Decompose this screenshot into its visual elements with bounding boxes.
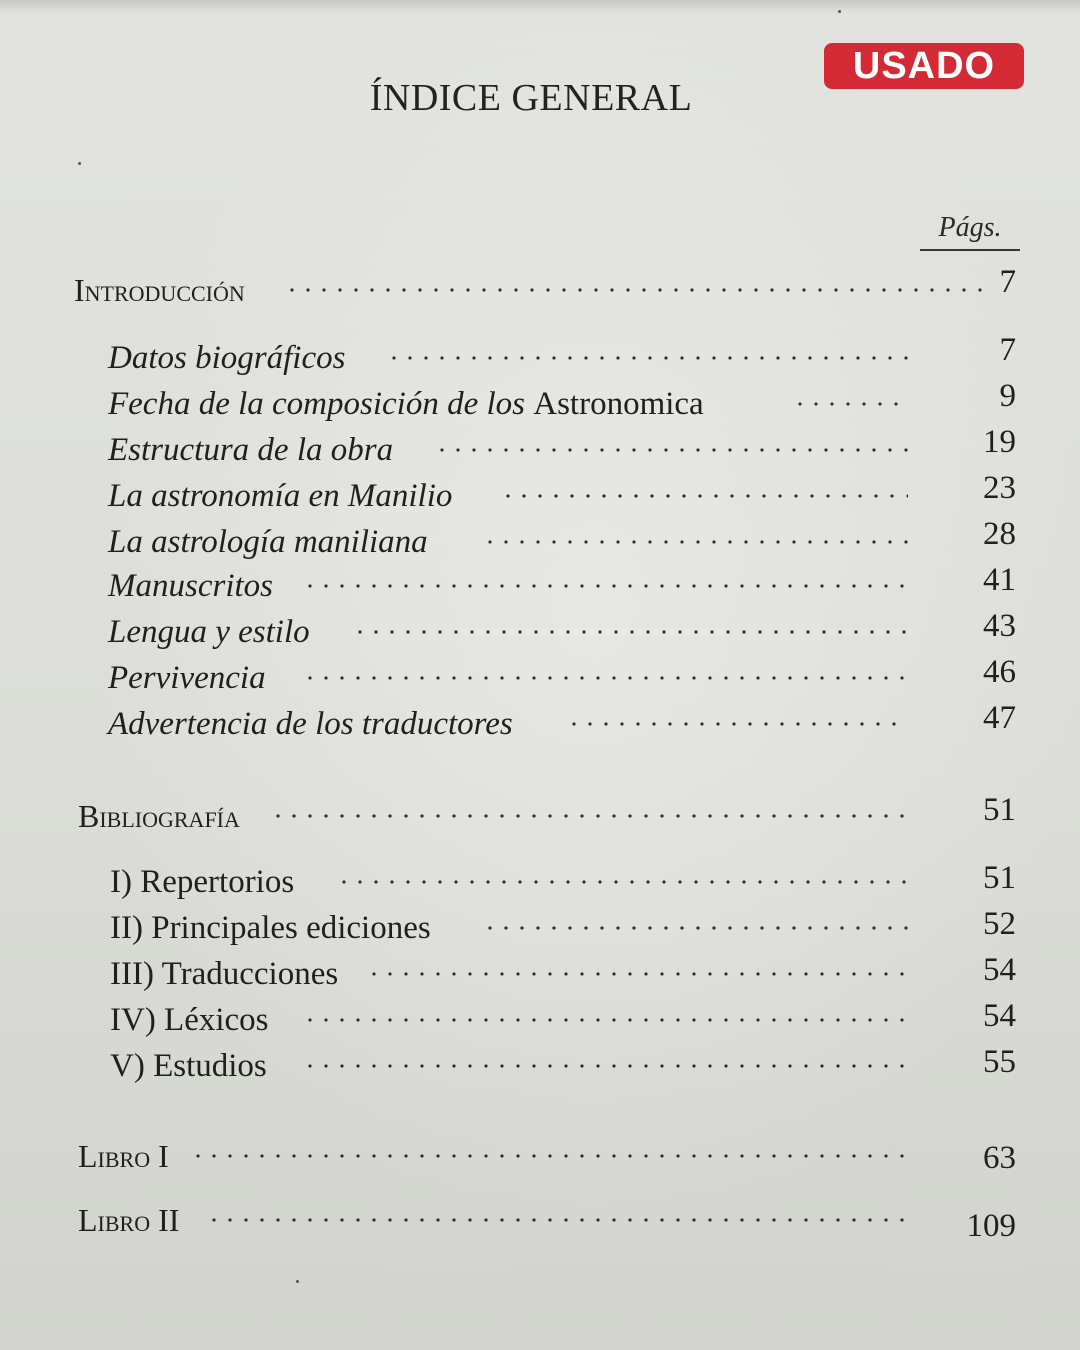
toc-entry-astrologia-maniliana — [108, 520, 1008, 564]
toc-entry-fecha-composicion — [108, 382, 1008, 426]
toc-entry-repertorios — [110, 860, 1010, 904]
leader-dots — [366, 972, 908, 976]
toc-entry-manuscritos — [108, 564, 1008, 608]
leader-dots — [190, 1154, 908, 1158]
toc-entry-page: 7 — [999, 332, 1016, 368]
toc-entry-page: 46 — [983, 654, 1016, 690]
toc-entry-estudios — [110, 1044, 1010, 1088]
previous-page-edge — [0, 0, 1080, 14]
leader-dots — [284, 288, 984, 292]
leader-dots — [352, 630, 908, 634]
toc-entry-label: V) Estudios — [110, 1048, 267, 1084]
toc-entry-page: 41 — [983, 562, 1016, 598]
leader-dots — [270, 814, 908, 818]
leader-dots — [792, 402, 908, 406]
toc-entry-lengua-estilo — [108, 610, 1008, 654]
leader-dots — [482, 540, 908, 544]
toc-entry-page: 23 — [983, 470, 1016, 506]
toc-entry-introduccion — [74, 268, 1034, 312]
toc-entry-label: IV) Léxicos — [110, 1002, 269, 1038]
toc-entry-label-upright: Astronomica — [533, 386, 704, 422]
toc-entry-label: Lengua y estilo — [108, 614, 310, 650]
toc-entry-page: 52 — [983, 906, 1016, 942]
toc-entry-page: 55 — [983, 1044, 1016, 1080]
toc-entry-page: 54 — [983, 998, 1016, 1034]
toc-entry-advertencia-traductores — [108, 702, 1008, 746]
leader-dots — [336, 880, 908, 884]
leader-dots — [302, 1018, 908, 1022]
toc-entry-page: 51 — [983, 860, 1016, 896]
toc-entry-page: 47 — [983, 700, 1016, 736]
toc-entry-bibliografia — [78, 794, 1018, 838]
toc-entry-label: Manuscritos — [108, 568, 273, 604]
toc-entry-label: Bibliografía — [78, 798, 240, 834]
toc-entry-page: 19 — [983, 424, 1016, 460]
toc-entry-page: 63 — [983, 1140, 1016, 1176]
toc-entry-pervivencia — [108, 656, 1008, 700]
toc-entry-label: I) Repertorios — [110, 864, 295, 900]
page-title: ÍNDICE GENERAL — [369, 77, 693, 119]
toc-entry-label: Pervivencia — [108, 660, 266, 696]
toc-entry-libro-i — [78, 1134, 1018, 1178]
leader-dots — [482, 926, 908, 930]
used-badge: USADO — [824, 43, 1024, 89]
toc-entry-label: Advertencia de los traductores — [108, 706, 513, 742]
pages-column-header: Págs. — [938, 212, 1002, 243]
leader-dots — [566, 722, 908, 726]
toc-entry-label: La astronomía en Manilio — [108, 478, 453, 514]
paper-speck — [838, 10, 841, 13]
toc-entry-label: Introducción — [74, 272, 245, 308]
toc-entry-astronomia-manilio — [108, 474, 1008, 518]
paper-speck — [78, 162, 81, 165]
toc-entry-principales-ediciones — [110, 906, 1010, 950]
leader-dots — [500, 494, 908, 498]
toc-entry-label: Estructura de la obra — [108, 432, 394, 468]
toc-entry-label: Libro I — [78, 1138, 169, 1174]
toc-entry-label — [108, 382, 704, 426]
toc-entry-lexicos — [110, 998, 1010, 1042]
toc-entry-page: 9 — [999, 378, 1016, 414]
toc-entry-page: 54 — [983, 952, 1016, 988]
leader-dots — [302, 676, 908, 680]
toc-entry-datos-biograficos — [108, 336, 1008, 380]
toc-entry-page: 7 — [999, 264, 1016, 300]
toc-entry-libro-ii — [78, 1198, 1018, 1242]
toc-entry-page: 51 — [983, 792, 1016, 828]
toc-entry-label: Datos biográficos — [108, 340, 346, 376]
toc-entry-label: II) Principales ediciones — [110, 910, 431, 946]
toc-entry-traducciones — [110, 952, 1010, 996]
paper-speck — [296, 1280, 299, 1283]
leader-dots — [434, 448, 908, 452]
leader-dots — [206, 1218, 908, 1222]
toc-entry-label: La astrología maniliana — [108, 524, 428, 560]
toc-entry-page: 43 — [983, 608, 1016, 644]
toc-entry-label: III) Traducciones — [110, 956, 339, 992]
toc-entry-estructura-obra — [108, 428, 1008, 472]
leader-dots — [302, 584, 908, 588]
leader-dots — [302, 1064, 908, 1068]
toc-entry-label-italic: Fecha de la composición de los — [108, 386, 534, 422]
pages-header-rule — [920, 249, 1020, 251]
toc-entry-label: Libro II — [78, 1202, 180, 1238]
toc-entry-page: 109 — [966, 1208, 1016, 1244]
toc-entry-page: 28 — [983, 516, 1016, 552]
leader-dots — [386, 356, 908, 360]
